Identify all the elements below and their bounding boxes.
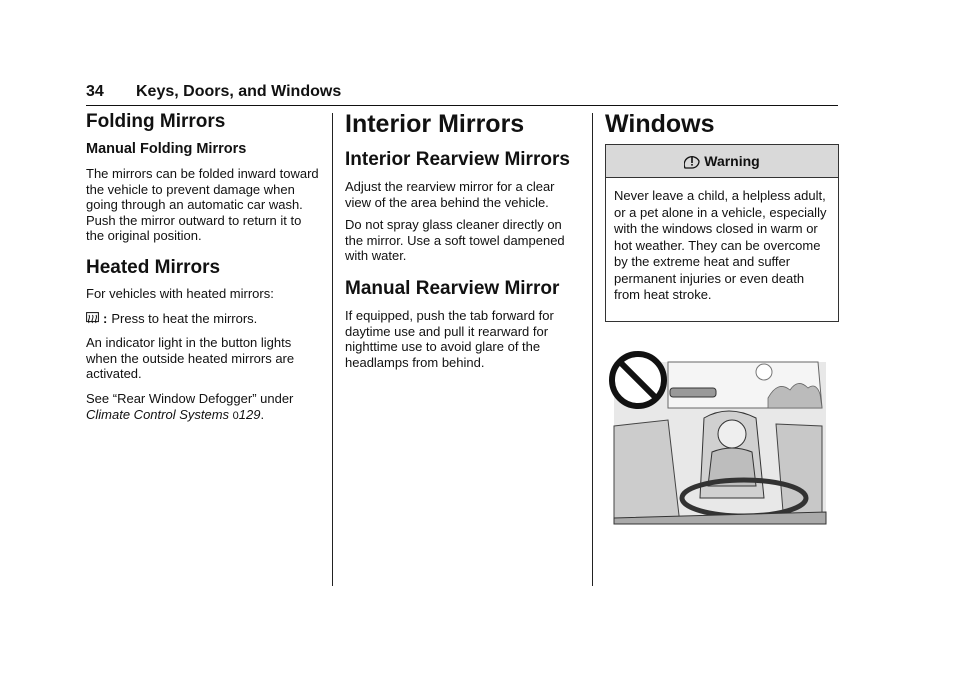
column-left — [86, 110, 322, 424]
rear-defog-icon — [86, 312, 99, 325]
column-right — [605, 110, 839, 138]
paragraph-equipped: If equipped, push the tab forward for daytime use and pull it rearward for nighttime use to avoid glare of the headlamps from behind. — [345, 307, 554, 370]
heading-manual-rearview-mirror: Manual Rearview Mirror — [345, 277, 560, 299]
paragraph-folding: The mirrors can be folded inward toward the vehicle to prevent damage when going through an automatic car wash. Push the mirror outward to return it to the original position. — [86, 166, 319, 244]
heat-colon: : — [103, 310, 108, 326]
heading-interior-mirrors: Interior Mirrors — [345, 110, 525, 138]
paragraph-adjust: Adjust the rearview mirror for a clear view of the area behind the vehicle. — [345, 179, 555, 210]
warning-label: Warning — [704, 153, 760, 169]
column-divider — [592, 113, 593, 586]
column-middle — [345, 110, 581, 370]
heading-interior-rearview-mirrors: Interior Rearview Mirrors — [345, 149, 570, 170]
warning-text: Never leave a child, a helpless adult, or a pet alone in a vehicle, especially with the windows closed in warm or hot weather. They can be overcome by the extreme heat and suffer permanent injuries or even death from heat stroke. — [614, 188, 827, 302]
page-header — [86, 83, 838, 106]
see-prefix: See “Rear Window Defogger” under — [86, 390, 294, 406]
heading-windows: Windows — [605, 110, 715, 138]
warning-header — [606, 145, 838, 178]
paragraph-indicator: An indicator light in the button lights when the outside heated mirrors are activated. — [86, 335, 295, 382]
link-page-number[interactable]: 129 — [238, 406, 261, 422]
paragraph-see-reference — [86, 391, 322, 424]
paragraph-for-vehicles: For vehicles with heated mirrors: — [86, 285, 274, 301]
heading-folding-mirrors: Folding Mirrors — [86, 111, 226, 132]
column-divider — [332, 113, 333, 586]
page-arrow: 0 — [232, 409, 239, 422]
heat-text: Press to heat the mirrors. — [111, 310, 258, 326]
heading-heated-mirrors: Heated Mirrors — [86, 256, 221, 278]
link-climate-control[interactable]: Climate Control Systems — [86, 406, 230, 422]
page-number: 34 — [86, 83, 104, 100]
warning-box — [605, 144, 839, 322]
heading-manual-folding-mirrors: Manual Folding Mirrors — [86, 141, 247, 157]
section-title: Keys, Doors, and Windows — [136, 83, 342, 100]
warning-icon — [684, 153, 700, 169]
child-in-car-illustration — [608, 348, 830, 528]
paragraph-spray: Do not spray glass cleaner directly on the mirror. Use a soft towel dampened with water. — [345, 217, 565, 264]
period: . — [260, 406, 265, 422]
heat-instruction — [86, 311, 322, 327]
